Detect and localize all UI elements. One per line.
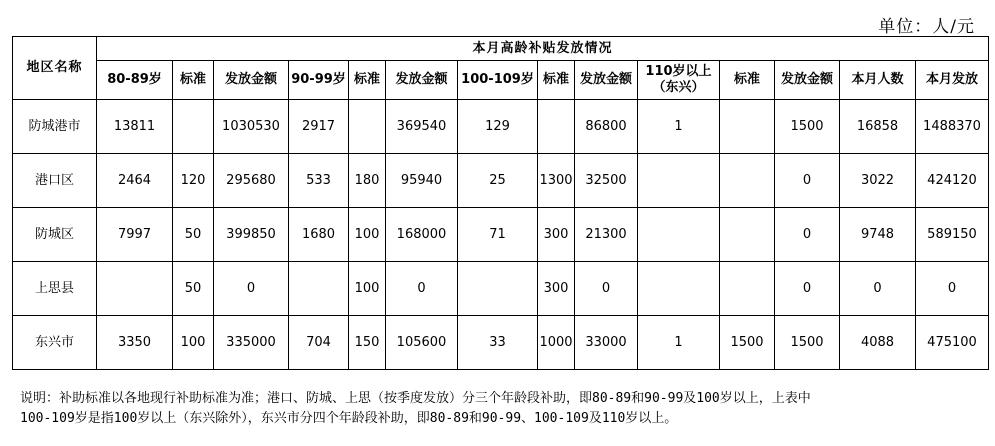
col-header: 发放金额 — [214, 61, 289, 100]
table-cell: 1500 — [720, 316, 775, 370]
table-cell: 475100 — [916, 316, 989, 370]
table-cell — [97, 262, 173, 316]
table-cell: 21300 — [575, 208, 638, 262]
table-cell: 13811 — [97, 100, 173, 154]
col-header: 本月发放 — [916, 61, 989, 100]
table-cell: 129 — [458, 100, 538, 154]
table-cell — [538, 100, 575, 154]
table-cell — [458, 262, 538, 316]
table-cell: 100 — [173, 316, 214, 370]
table-cell: 50 — [173, 208, 214, 262]
region-name-cell: 港口区 — [13, 154, 97, 208]
table-cell: 0 — [775, 154, 840, 208]
subsidy-table — [12, 36, 989, 370]
table-cell: 0 — [575, 262, 638, 316]
region-name-cell: 防城区 — [13, 208, 97, 262]
table-cell: 50 — [173, 262, 214, 316]
table-row — [13, 316, 989, 370]
col-header: 110岁以上（东兴） — [638, 61, 720, 100]
table-cell: 0 — [916, 262, 989, 316]
table-cell: 589150 — [916, 208, 989, 262]
table-cell — [638, 262, 720, 316]
table-cell: 25 — [458, 154, 538, 208]
table-cell: 105600 — [386, 316, 458, 370]
table-cell: 3350 — [97, 316, 173, 370]
table-cell — [720, 100, 775, 154]
table-row — [13, 262, 989, 316]
table-cell — [720, 262, 775, 316]
table-cell: 533 — [289, 154, 349, 208]
table-cell — [638, 208, 720, 262]
table-cell: 9748 — [840, 208, 916, 262]
table-cell: 32500 — [575, 154, 638, 208]
table-cell: 168000 — [386, 208, 458, 262]
table-cell: 100 — [349, 262, 386, 316]
table-cell: 1 — [638, 100, 720, 154]
table-cell: 33000 — [575, 316, 638, 370]
table-cell: 71 — [458, 208, 538, 262]
table-cell: 335000 — [214, 316, 289, 370]
table-cell — [289, 262, 349, 316]
table-cell: 399850 — [214, 208, 289, 262]
table-cell: 0 — [775, 208, 840, 262]
col-header: 本月人数 — [840, 61, 916, 100]
region-name-cell: 防城港市 — [13, 100, 97, 154]
table-title: 本月高龄补贴发放情况 — [97, 37, 989, 61]
table-cell: 4088 — [840, 316, 916, 370]
table-cell: 1500 — [775, 100, 840, 154]
footnote-line: 100-109岁是指100岁以上（东兴除外），东兴市分四个年龄段补助，即80-89和90-99、100-109及110岁以上。 — [20, 411, 678, 426]
table-cell: 3022 — [840, 154, 916, 208]
table-cell: 180 — [349, 154, 386, 208]
table-cell: 2464 — [97, 154, 173, 208]
table-cell: 424120 — [916, 154, 989, 208]
table-cell: 0 — [386, 262, 458, 316]
col-header: 100-109岁 — [458, 61, 538, 100]
col-header: 90-99岁 — [289, 61, 349, 100]
table-row — [13, 208, 989, 262]
table-cell: 1500 — [775, 316, 840, 370]
table-row — [13, 154, 989, 208]
col-header: 标准 — [538, 61, 575, 100]
col-header: 发放金额 — [775, 61, 840, 100]
table-cell: 1488370 — [916, 100, 989, 154]
table-cell: 1300 — [538, 154, 575, 208]
col-header: 标准 — [349, 61, 386, 100]
table-cell — [349, 100, 386, 154]
table-cell — [638, 154, 720, 208]
table-cell — [720, 154, 775, 208]
table-cell: 16858 — [840, 100, 916, 154]
table-cell: 300 — [538, 208, 575, 262]
table-cell: 7997 — [97, 208, 173, 262]
table-cell: 2917 — [289, 100, 349, 154]
col-header: 发放金额 — [575, 61, 638, 100]
table-cell: 1030530 — [214, 100, 289, 154]
table-cell: 33 — [458, 316, 538, 370]
table-cell: 150 — [349, 316, 386, 370]
footnote-line: 说明：补助标准以各地现行补助标准为准；港口、防城、上思（按季度发放）分三个年龄段补助，即80-89和90-99及100岁以上，上表中 — [20, 391, 811, 406]
table-cell: 95940 — [386, 154, 458, 208]
table-cell: 100 — [349, 208, 386, 262]
col-header: 发放金额 — [386, 61, 458, 100]
table-cell: 0 — [840, 262, 916, 316]
table-cell: 1000 — [538, 316, 575, 370]
region-name-cell: 东兴市 — [13, 316, 97, 370]
table-cell: 704 — [289, 316, 349, 370]
col-header: 标准 — [173, 61, 214, 100]
table-cell: 120 — [173, 154, 214, 208]
footnote — [20, 389, 980, 429]
row-header-region: 地区名称 — [13, 37, 97, 100]
table-cell: 0 — [775, 262, 840, 316]
table-cell: 1 — [638, 316, 720, 370]
table-cell — [173, 100, 214, 154]
table-cell — [720, 208, 775, 262]
region-name-cell: 上思县 — [13, 262, 97, 316]
col-header: 80-89岁 — [97, 61, 173, 100]
unit-label: 单位：人/元 — [878, 17, 975, 37]
table-row — [13, 100, 989, 154]
table-cell: 86800 — [575, 100, 638, 154]
table-cell: 369540 — [386, 100, 458, 154]
table-cell: 1680 — [289, 208, 349, 262]
table-cell: 0 — [214, 262, 289, 316]
table-cell: 295680 — [214, 154, 289, 208]
table-cell: 300 — [538, 262, 575, 316]
col-header: 标准 — [720, 61, 775, 100]
